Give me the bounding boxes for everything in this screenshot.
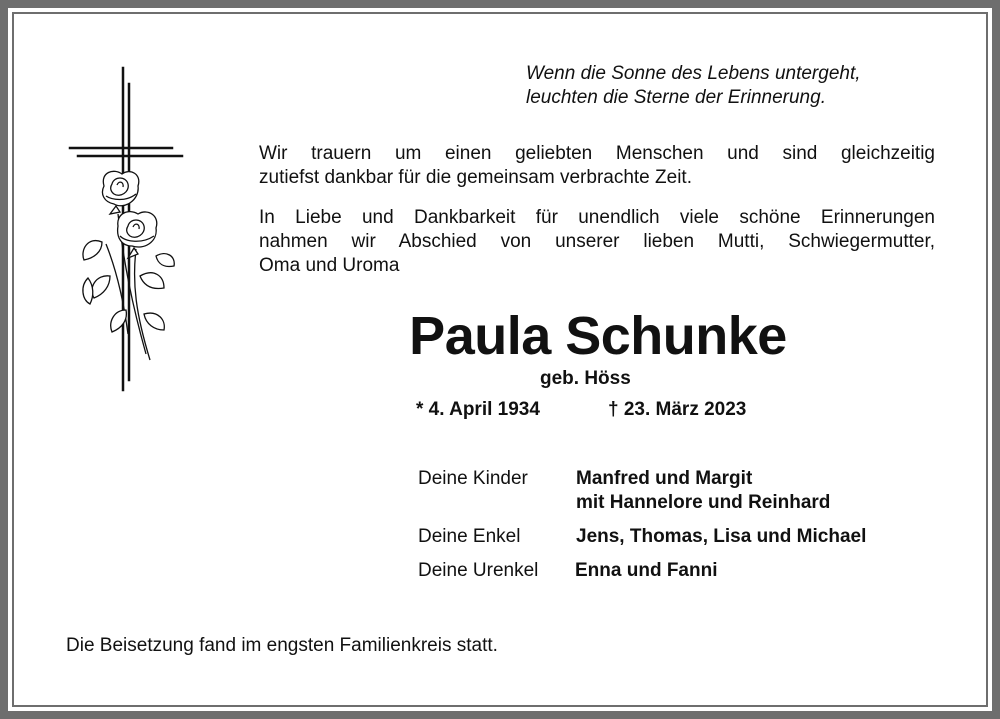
mourners-list: [418, 467, 866, 589]
great-grandchildren-label: Deine Urenkel: [418, 560, 539, 581]
children-line: mit Hannelore und Reinhard: [576, 492, 831, 513]
children-row: [418, 467, 866, 525]
farewell-line: In Liebe und Dankbarkeit für unendlich viele schöne Erinnerungen: [259, 207, 935, 228]
deceased-name: Paula Schunke: [409, 306, 787, 366]
grandchildren-row: [418, 525, 866, 559]
motto-line: leuchten die Sterne der Erinnerung.: [526, 87, 826, 108]
children-names: [576, 467, 866, 515]
farewell-paragraph: [259, 206, 935, 278]
farewell-line: Oma und Uroma: [259, 255, 400, 276]
birth-date: * 4. April 1934: [416, 399, 540, 420]
intro-line: zutiefst dankbar für die gemeinsam verbrachte Zeit.: [259, 167, 692, 188]
grandchildren-label: Deine Enkel: [418, 526, 521, 547]
funeral-note: Die Beisetzung fand im engsten Familienkreis statt.: [66, 635, 498, 656]
great-grandchildren-row: [418, 559, 866, 589]
grandchildren-names: Jens, Thomas, Lisa und Michael: [576, 526, 867, 547]
great-grandchildren-names: Enna und Fanni: [575, 560, 718, 581]
children-line: Manfred und Margit: [576, 468, 753, 489]
intro-paragraph: [259, 142, 935, 190]
children-label: Deine Kinder: [418, 468, 528, 489]
motto: [526, 62, 946, 110]
birth-name: geb. Höss: [540, 368, 631, 389]
death-date: † 23. März 2023: [608, 399, 747, 420]
farewell-line: nahmen wir Abschied von unserer lieben Mutti, Schwiegermutter,: [259, 231, 935, 252]
motto-line: Wenn die Sonne des Lebens untergeht,: [526, 63, 861, 84]
intro-line: Wir trauern um einen geliebten Menschen und sind gleichzeitig: [259, 143, 935, 164]
